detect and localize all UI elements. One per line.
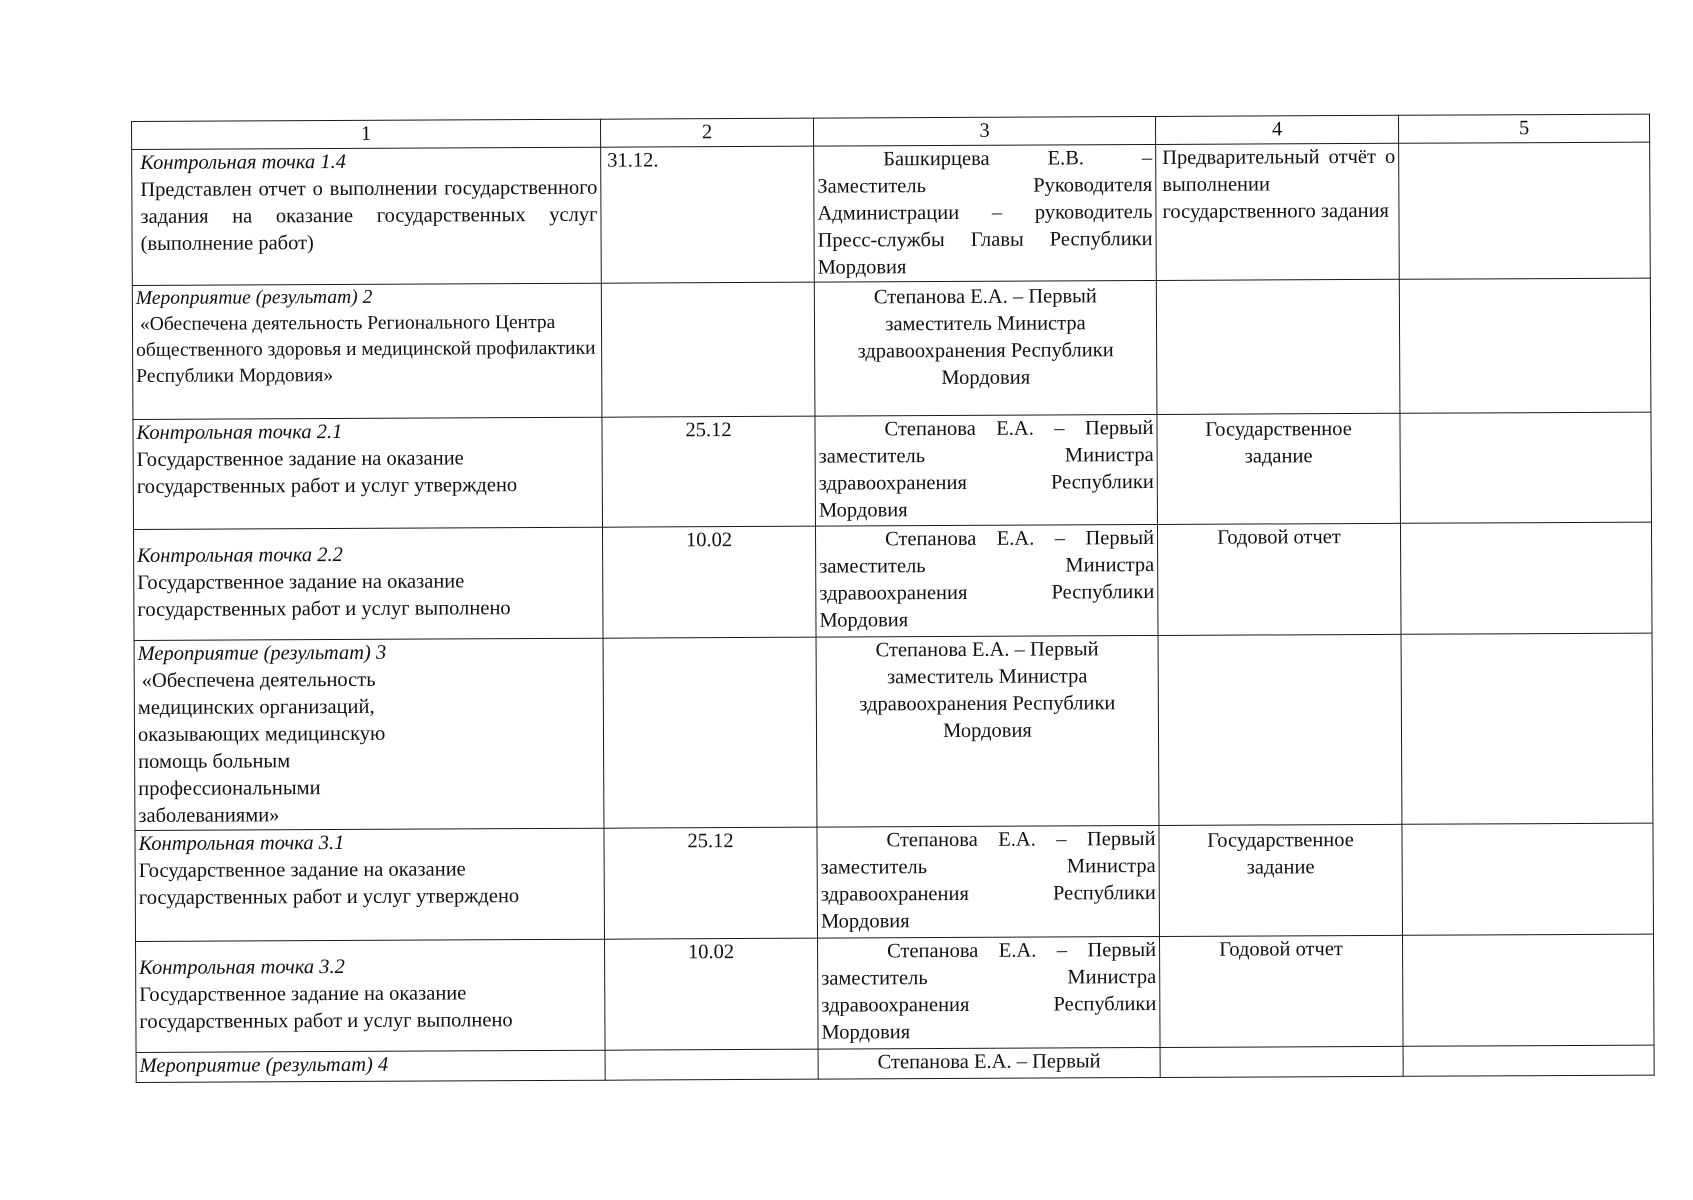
document-page — [131, 114, 1654, 1083]
task-cell — [136, 1050, 605, 1082]
document-cell: Предварительный отчёт о выполнении государственного задания — [1156, 143, 1400, 280]
responsible-cell: Степанова Е.А. – Первый — [818, 1047, 1160, 1079]
extra-cell — [1401, 633, 1653, 824]
extra-cell — [1402, 823, 1654, 935]
responsible-cell — [815, 414, 1158, 526]
checkpoint-title: Контрольная точка 2.2 — [137, 543, 343, 567]
responsible-cell: Степанова Е.А. – Первый заместитель Министра здравоохранения Республики Мордовия — [814, 280, 1157, 416]
responsible-text: Башкирцева Е.В. – Заместитель Руководителя Администрации – руководитель Пресс-службы Главы Республики Мордовия — [817, 147, 1153, 279]
table-row — [136, 1045, 1654, 1082]
date-cell — [605, 1049, 818, 1080]
table-row — [135, 823, 1654, 941]
document-cell: Годовой отчет — [1159, 935, 1403, 1047]
task-text: Государственное задание на оказание государственных работ и услуг выполнено — [137, 570, 511, 621]
checkpoint-title: Контрольная точка 3.1 — [138, 831, 345, 855]
task-text: «Обеспечена деятельность медицинских организаций, оказывающих медицинскую помощь больным профессиональными заболеваниями» — [137, 668, 386, 827]
task-text: Государственное задание на оказание государственных работ и услуг утверждено — [138, 858, 520, 909]
extra-cell — [1400, 522, 1652, 634]
task-text: «Обеспечена деятельность Регионального Центра общественного здоровья и медицинской профилактики Республики Мордовия» — [136, 311, 596, 387]
header-cell-3: 3 — [813, 116, 1155, 146]
task-text: Представлен отчет о выполнении государственного задания на оказание государственных услуг (выполнение работ) — [140, 176, 598, 255]
extra-cell — [1399, 278, 1651, 413]
responsible-cell — [817, 825, 1160, 938]
header-cell-2: 2 — [600, 118, 813, 147]
task-cell — [133, 527, 603, 640]
task-cell — [136, 939, 606, 1052]
responsible-cell — [815, 524, 1158, 637]
table-row — [134, 633, 1653, 830]
responsible-cell: Степанова Е.А. – Первый заместитель Министра здравоохранения Республики Мордовия — [816, 635, 1159, 827]
responsible-text: Степанова Е.А. – Первый заместитель Министра здравоохранения Республики Мордовия — [821, 939, 1157, 1044]
checkpoint-title: Контрольная точка 1.4 — [140, 150, 347, 174]
activity-title: Мероприятие (результат) 3 — [137, 641, 387, 665]
task-cell — [133, 417, 603, 529]
date-cell — [603, 637, 817, 828]
date-cell: 25.12 — [602, 416, 816, 527]
table-row — [132, 278, 1651, 419]
activity-title: Мероприятие (результат) 4 — [139, 1053, 389, 1077]
document-cell: Годовой отчет — [1157, 523, 1401, 635]
table-row — [133, 522, 1652, 640]
responsible-cell — [818, 936, 1161, 1049]
date-cell: 31.12. — [601, 146, 815, 283]
extra-cell — [1400, 412, 1652, 523]
extra-cell — [1402, 934, 1654, 1046]
document-cell: Государственное задание — [1159, 824, 1403, 936]
date-cell: 25.12 — [604, 827, 818, 939]
extra-cell — [1399, 142, 1651, 279]
document-cell — [1156, 279, 1400, 414]
document-cell — [1160, 1046, 1403, 1077]
date-cell: 10.02 — [602, 526, 816, 638]
plan-table — [131, 114, 1655, 1083]
table-row — [136, 934, 1655, 1052]
responsible-cell — [814, 144, 1157, 282]
header-cell-5: 5 — [1398, 114, 1649, 143]
task-text: Государственное задание на оказание государственных работ и услуг утверждено — [136, 447, 518, 498]
activity-title: Мероприятие (результат) 2 — [135, 286, 373, 309]
checkpoint-title: Контрольная точка 2.1 — [136, 420, 343, 444]
task-text: Государственное задание на оказание государственных работ и услуг выполнено — [139, 982, 513, 1033]
task-cell — [134, 638, 604, 830]
header-cell-4: 4 — [1155, 115, 1398, 144]
task-cell — [132, 283, 602, 419]
checkpoint-title: Контрольная точка 3.2 — [139, 955, 345, 979]
document-cell: Государственное задание — [1157, 413, 1401, 524]
responsible-text: Степанова Е.А. – Первый заместитель Министра здравоохранения Республики Мордовия — [819, 527, 1155, 632]
task-cell — [132, 147, 602, 285]
table-row — [132, 142, 1651, 285]
task-cell — [135, 828, 605, 941]
date-cell: 10.02 — [605, 938, 819, 1050]
document-cell — [1158, 634, 1402, 825]
table-row — [133, 412, 1652, 529]
extra-cell — [1403, 1045, 1654, 1076]
responsible-text: Степанова Е.А. – Первый заместитель Министра здравоохранения Республики Мордовия — [818, 417, 1154, 522]
header-cell-1: 1 — [132, 119, 601, 149]
date-cell — [601, 282, 815, 417]
responsible-text: Степанова Е.А. – Первый заместитель Министра здравоохранения Республики Мордовия — [820, 828, 1156, 933]
